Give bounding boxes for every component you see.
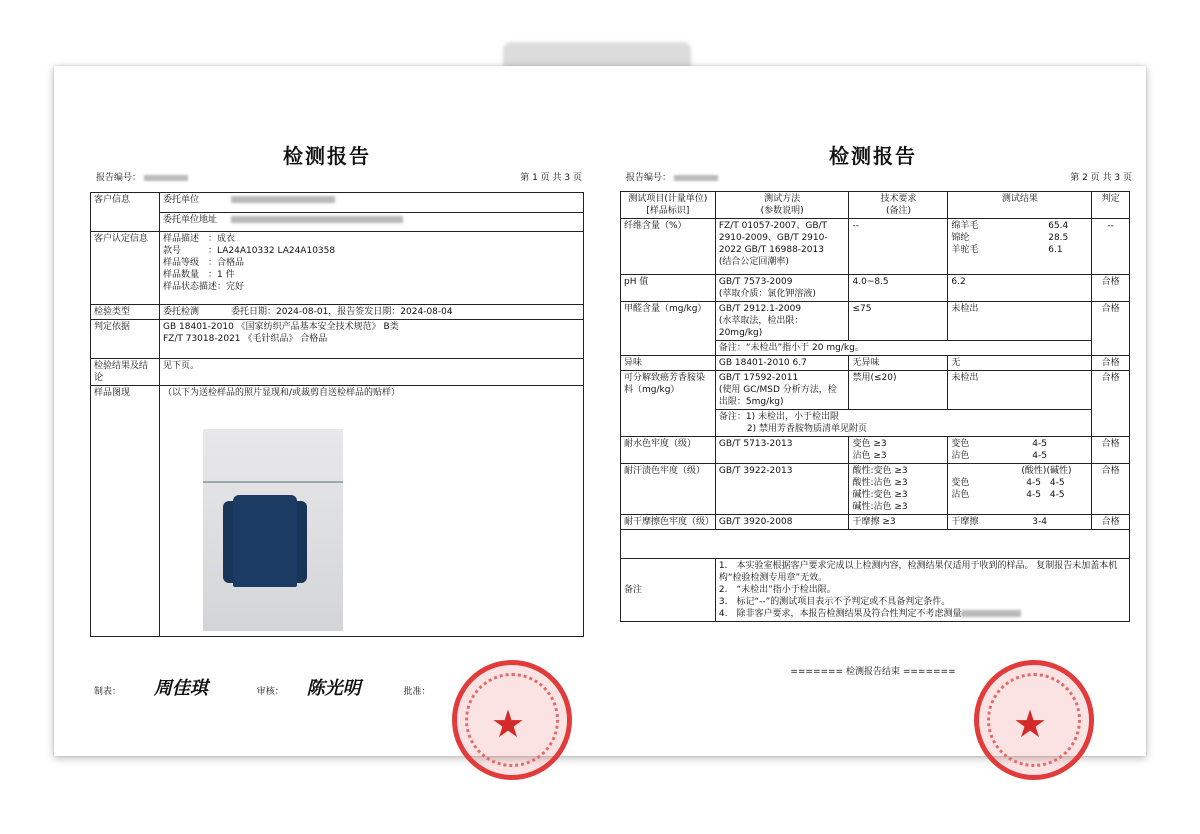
row-fiber: 纤维含量（%） FZ/T 01057-2007、GB/T 2910-2009、GB/T 2910-2022 GB/T 16988-2013 (结合公定回潮率) -- 绵羊毛 65.4 锦纶 28.5 羊驼毛 6.1 --: [621, 219, 1130, 275]
test-results-table: 测试项目(计量单位) [样品标识] 测试方法 (参数说明) 技术要求 (备注) 测试结果 判定 纤维含量（%） FZ/T 01057-2007、GB/T 2910-2009、GB/T 2910-2022 GB/T 16988-2013 (结合公定回潮率) -- 绵羊毛 65.4 锦纶 28.5 羊驼毛 6.1 -- pH 值 GB/T 7573-2009 (萃取介质：氯化钾溶液) 4.0~8.5 6.2 合格 甲醛含量（mg/kg） GB/T 2912.1-2009 (水萃取法，检出限：20mg/kg) ≤75 未检出 合格 备注：“未检出”指小于 20 mg/kg。 异味 GB 18401-2010 6.7 无异味 无 合格 可分解致癌芳香胺染料（mg/kg） GB/T 17592-2011 (使用 GC/MSD 分析方法，检出限：5mg/kg) 禁用(≤20) 未检出 合格 备注：1) 未检出，小于检出限 2) 禁用芳香胺物质清单见附页 耐水色牢度（级） GB/T 5713-2013 变色 ≥3 沾色 ≥3 变色 4-5 沾色 4-5 合格 耐汗渍色牢度（级） GB/T 3922-2013 酸性:变色 ≥3 酸性:沾色 ≥3 碱性:变色 ≥3 碱性:沾色 ≥3 (酸性)(碱性) 变色 4-5 4-5 沾色 4-5 4-5 合格 耐干摩擦色牢度（级） GB/T 3920-2008 干摩擦 ≥3 干摩擦 3-4 合格 备注 1. 本实验室根据客户要求完成以上检测内容，检测结果仅适用于收到的样品。 复制报告未加盖本机构“检验检测专用章”无效。 2. “未检出”指小于检出限。 3. 标记“--”的测试项目表示不予判定或不具备判定条件。 4. 除非客户要求，本报告检测结果及符合性判定不考虑测量: [620, 191, 1130, 622]
sample-details: 样品描述 ：成衣 款号 ：LA24A10332 LA24A10358 样品等级 ：合格品 样品数量 ：1 件 样品状态描述：完好: [160, 232, 584, 305]
client-label: 客户信息: [91, 193, 160, 232]
redacted-text: [961, 610, 1021, 617]
row-water: 耐水色牢度（级） GB/T 5713-2013 变色 ≥3 沾色 ≥3 变色 4-5 沾色 4-5 合格: [621, 437, 1130, 464]
page-title: 检测报告: [829, 144, 917, 168]
page-info: 第 1 页 共 3 页: [520, 173, 582, 183]
redacted-client-address: [231, 216, 403, 223]
row-azo: 可分解致癌芳香胺染料（mg/kg） GB/T 17592-2011 (使用 GC/MSD 分析方法，检出限：5mg/kg) 禁用(≤20) 未检出 合格: [621, 371, 1130, 410]
row-rub: 耐干摩擦色牢度（级） GB/T 3920-2008 干摩擦 ≥3 干摩擦 3-4 合格: [621, 515, 1130, 530]
redacted-client-unit: [231, 196, 335, 203]
page-title: 检测报告: [283, 144, 371, 168]
page-info: 第 2 页 共 3 页: [1070, 173, 1132, 183]
official-stamp: ★: [452, 660, 572, 780]
row-sweat: 耐汗渍色牢度（级） GB/T 3922-2013 酸性:变色 ≥3 酸性:沾色 ≥3 碱性:变色 ≥3 碱性:沾色 ≥3 (酸性)(碱性) 变色 4-5 4-5 沾色 4-5 4-5 合格: [621, 464, 1130, 515]
report-number: 报告编号：: [96, 170, 188, 183]
test-dates: 委托日期：2024-08-01，报告签发日期：2024-08-04: [228, 305, 584, 320]
prepared-signature: 周佳琪: [153, 678, 208, 699]
row-formaldehyde: 甲醛含量（mg/kg） GB/T 2912.1-2009 (水萃取法，检出限：20mg/kg) ≤75 未检出 合格: [621, 302, 1130, 341]
sample-info-table: 客户信息 委托单位 委托单位地址 客户认定信息 样品描述 ：成衣 款号 ：LA24A10332 LA24A10358 样品等级 ：合格品 样品数量 ：1 件 样品状态描述：完好 检验类型 委托检测 委托日期：2024-08-01，报告签发日期：2024-08-04 判定依据 GB 18401-2010 《国家纺织产品基本安全技术规范》 B类 FZ/T 73018-2021 《毛针织品》 合格品 检验结果及结论 见下页。 样品图现 （以下为送检样品的照片显现和/或裁剪自送检样品的贴样）: [90, 192, 584, 637]
report-sheet: [54, 66, 1146, 756]
signature-row: 制表： 周佳琪 审核： 陈光明 批准：: [94, 678, 431, 699]
row-ph: pH 值 GB/T 7573-2009 (萃取介质：氯化钾溶液) 4.0~8.5 6.2 合格: [621, 275, 1130, 302]
report-end-note: ======= 检测报告结束 =======: [790, 667, 956, 677]
official-stamp: ★: [974, 660, 1094, 780]
judgment-basis: GB 18401-2010 《国家纺织产品基本安全技术规范》 B类 FZ/T 73018-2021 《毛针织品》 合格品: [160, 320, 584, 359]
report-number: 报告编号：: [626, 170, 718, 183]
reviewed-signature: 陈光明: [306, 678, 361, 699]
row-remarks: 备注 1. 本实验室根据客户要求完成以上检测内容，检测结果仅适用于收到的样品。 复制报告未加盖本机构“检验检测专用章”无效。 2. “未检出”指小于检出限。 3. 标记“--”的测试项目表示不予判定或不具备判定条件。 4. 除非客户要求，本报告检测结果及符合性判定不考虑测量: [621, 559, 1130, 622]
sample-photo-cell: （以下为送检样品的照片显现和/或裁剪自送检样品的贴样）: [160, 386, 584, 637]
redacted-report-number: [144, 175, 188, 181]
sample-label: 客户认定信息: [91, 232, 160, 305]
row-odor: 异味 GB 18401-2010 6.7 无异味 无 合格: [621, 356, 1130, 371]
sample-photo: [203, 429, 343, 631]
redacted-report-number: [674, 175, 718, 181]
